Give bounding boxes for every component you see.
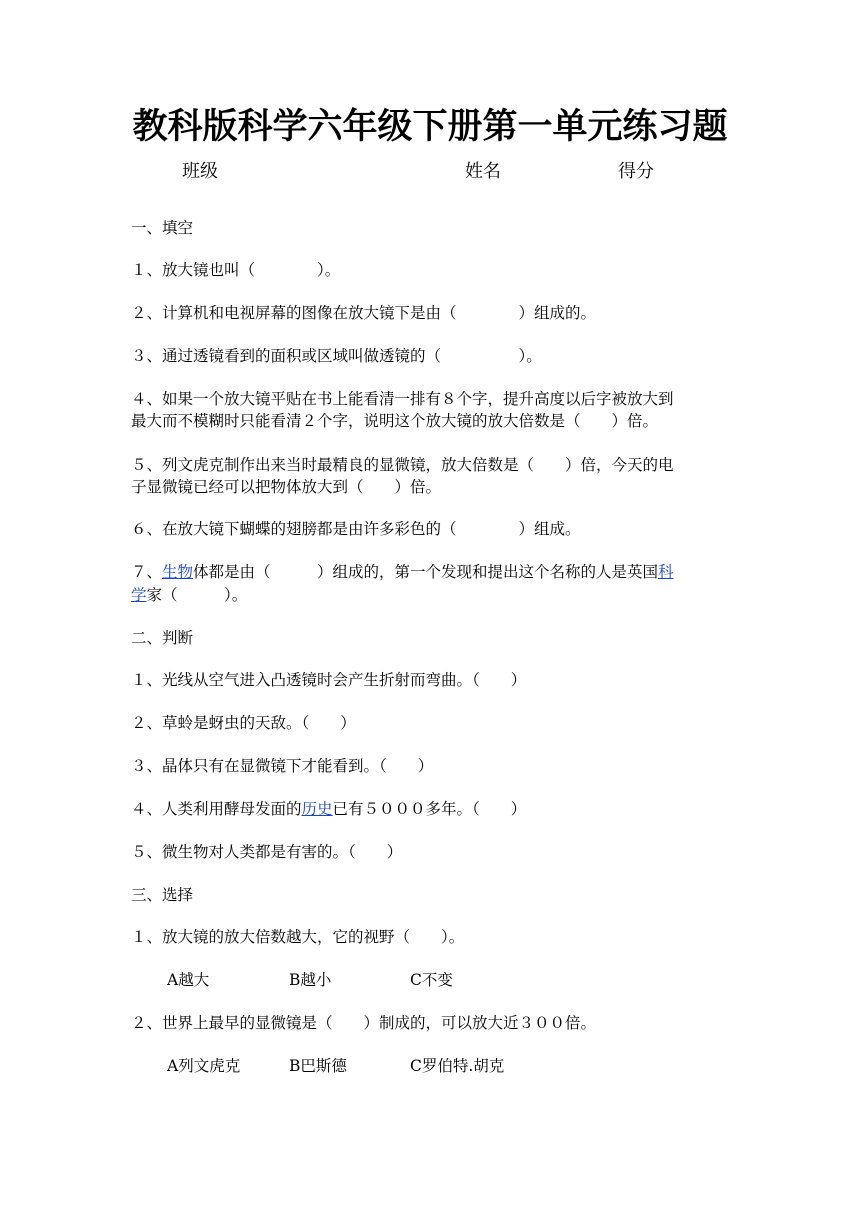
choice-2-option-c: C罗伯特.胡克 xyxy=(410,1057,505,1075)
fill-question-4-line-1: ４、如果一个放大镜平贴在书上能看清一排有８个字，提升高度以后字被放大到 xyxy=(131,390,674,408)
fill-question-6: ６、在放大镜下蝴蝶的翅膀都是由许多彩色的（ ）组成。 xyxy=(131,520,581,538)
judge-question-2: ２、草蛉是蚜虫的天敌。（ ） xyxy=(131,714,356,732)
section-heading-fill: 一、填空 xyxy=(131,219,194,237)
judge-question-1: １、光线从空气进入凸透镜时会产生折射而弯曲。（ ） xyxy=(131,671,527,689)
fill-question-7-suffix: 家（ ）。 xyxy=(146,586,248,604)
judge-question-4-suffix: 已有５０００多年。（ ） xyxy=(332,800,527,818)
choice-1-option-a: A越大 xyxy=(167,971,210,989)
link-science-part-2[interactable]: 学 xyxy=(131,586,147,604)
judge-question-3: ３、晶体只有在显微镜下才能看到。（ ） xyxy=(131,757,434,775)
judge-question-4 xyxy=(131,798,731,821)
name-label: 姓名 xyxy=(465,161,501,182)
choice-1-option-c: C不变 xyxy=(410,971,453,989)
fill-question-7-line-2 xyxy=(131,584,731,607)
fill-question-7-middle: 体都是由（ ）组成的，第一个发现和提出这个名称的人是英国 xyxy=(193,563,659,581)
section-heading-judge: 二、判断 xyxy=(131,629,194,647)
link-biology[interactable]: 生物 xyxy=(162,563,194,581)
choice-question-1: １、放大镜的放大倍数越大，它的视野（ ）。 xyxy=(131,928,465,946)
link-science-part-1[interactable]: 科 xyxy=(658,563,674,581)
fill-question-3: ３、通过透镜看到的面积或区域叫做透镜的（ ）。 xyxy=(131,347,542,365)
section-heading-choice: 三、选择 xyxy=(131,886,194,904)
fill-question-7-prefix: ７、 xyxy=(131,563,163,581)
fill-question-4-line-2: 最大而不模糊时只能看清２个字，说明这个放大镜的放大倍数是（ ）倍。 xyxy=(131,412,659,430)
choice-2-option-b: B巴斯德 xyxy=(289,1057,347,1075)
score-label: 得分 xyxy=(618,161,654,182)
page-title: 教科版科学六年级下册第一单元练习题 xyxy=(132,107,728,147)
fill-question-1: １、放大镜也叫（ ）。 xyxy=(131,261,341,279)
fill-question-5-line-2: 子显微镜已经可以把物体放大到（ ）倍。 xyxy=(131,478,442,496)
fill-question-7-line-1 xyxy=(131,561,731,584)
judge-question-4-prefix: ４、人类利用酵母发面的 xyxy=(131,800,302,818)
judge-question-5: ５、微生物对人类都是有害的。（ ） xyxy=(131,843,403,861)
choice-2-option-a: A列文虎克 xyxy=(167,1057,241,1075)
fill-question-2: ２、计算机和电视屏幕的图像在放大镜下是由（ ）组成的。 xyxy=(131,304,597,322)
class-label: 班级 xyxy=(182,161,218,182)
choice-question-2: ２、世界上最早的显微镜是（ ）制成的，可以放大近３００倍。 xyxy=(131,1014,597,1032)
choice-1-option-b: B越小 xyxy=(289,971,332,989)
link-history[interactable]: 历史 xyxy=(301,800,333,818)
fill-question-5-line-1: ５、列文虎克制作出来当时最精良的显微镜，放大倍数是（ ）倍，今天的电 xyxy=(131,456,674,474)
